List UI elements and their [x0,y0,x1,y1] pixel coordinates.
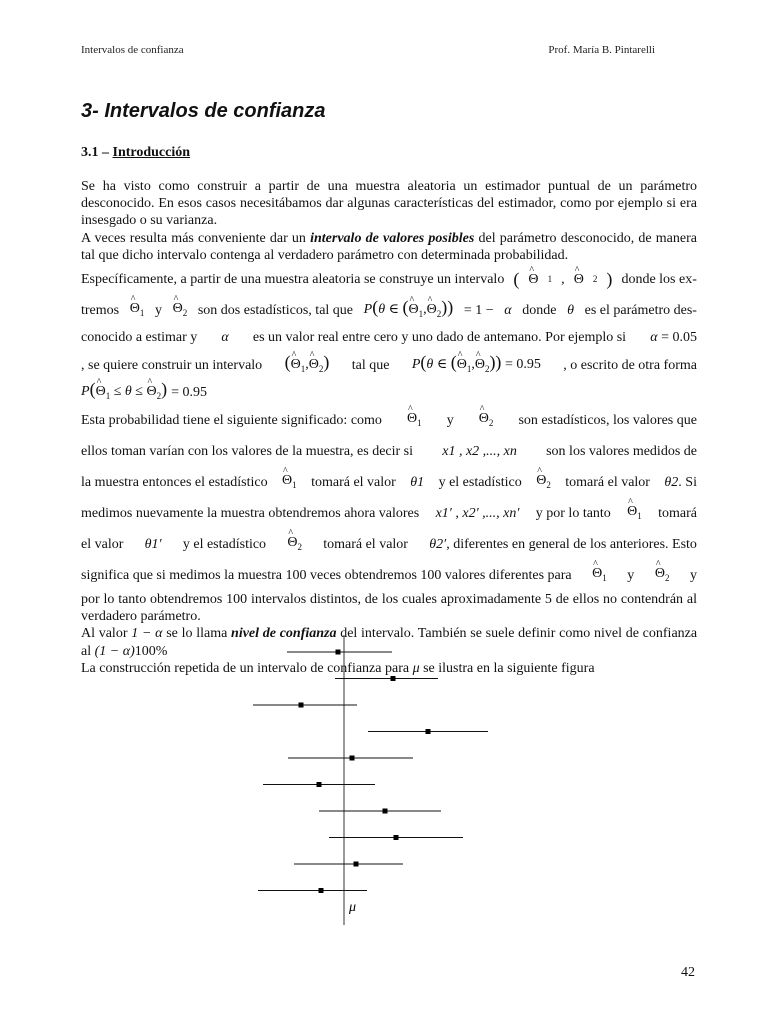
p3-line-4: , se quiere construir un intervalo (^ $\Theta_1,\^{}$ $\Theta_2$) tal que P(θ ∈ (^ $\Theta_1,\^{}$ $\Theta_2)) = 0.95$ , o escrito de otra forma [81,350,697,381]
section-name: Introducción [112,145,191,160]
paragraph-2: A veces resulta más conveniente dar un intervalo de valores posibles del parámetro desconocido, de manera tal que dicho intervalo contenga al verdadero parámetro con determinada probabilidad. [81,230,697,263]
paragraph-1: Se ha visto como construir a partir de una muestra aleatoria un estimador puntual de un parámetro desconocido. En esos casos necesitábamos dar algunas características del estimador, como por ejemplo si era insesgado o su varianza. [81,179,697,229]
paragraph-5: Al valor 1 − α se lo llama nivel de confianza del intervalo. También se suele definir como nivel de confianza al (1 − α)100% [81,626,698,659]
interval-center-marker [317,782,322,787]
interval-center-marker [354,862,359,867]
section-number: 3.1 – [81,145,109,160]
page-number: 42 [681,965,695,980]
interval-center-marker [319,888,324,893]
body-text [81,178,697,677]
header-left: Intervalos de confianza [81,44,184,56]
p4-line-5: el valor θ1′ y el estadístico ^ $\Theta_2$ tomará el valor θ2′, diferentes en general de los anteriores. Esto [81,529,697,560]
p4-line-3: la muestra entonces el estadístico ^ $\Theta_1$ tomará el valor θ1 y el estadístico ^ $\Theta_2$ tomará el valor θ2. Si [81,467,697,498]
section-heading [81,145,190,161]
interval-center-marker [426,729,431,734]
interval-center-marker [394,835,399,840]
interval-center-marker [336,650,341,655]
p4-rest: por lo tanto obtendremos 100 intervalos distintos, de los cuales aproximadamente 5 de ellos no contendrán al verdadero parámetro. [81,592,697,625]
interval-center-marker [299,703,304,708]
p4-line-6: significa que si medimos la muestra 100 veces obtendremos 100 valores diferentes para ^ $\Theta_1$ y ^ $\Theta_2$ y [81,560,697,591]
p3-line-3: conocido a estimar y α es un valor real entre cero y uno dado de antemano. Por ejemplo si α = 0.05 [81,330,697,346]
p4-line-1: Esta probabilidad tiene el siguiente significado: como ^ $\Theta_1$ y ^ $\Theta_2$ son estadísticos, los valores que [81,405,697,436]
page-title: 3- Intervalos de confianza [81,100,326,122]
p4-line-2: ellos toman varían con los valores de la muestra, es decir si x1 , x2 ,..., xn son los valores medidos de [81,443,697,459]
p3-line-2: tremos ^ $\Theta_1$ y ^ $\Theta_2$ son dos estadísticos, tal que P(θ ∈ (^ $\Theta_1,\^{}$ $\Theta_2$)) = 1 − α donde θ es el parámetro des- [81,295,697,326]
header-right: Prof. María B. Pintarelli [548,44,655,56]
confidence-interval-figure [240,635,500,930]
mu-label: μ [349,900,357,915]
p3-line-1: Específicamente, a partir de una muestra aleatoria se construye un intervalo ( ^ Θ 1 , ^ Θ 2 ) donde los ex- [81,264,697,295]
interval-center-marker [391,676,396,681]
interval-center-marker [383,809,388,814]
paragraph-6: La construcción repetida de un intervalo de confianza para μ se ilustra en la siguiente figura [81,660,595,676]
p4-line-4: medimos nuevamente la muestra obtendremos ahora valores x1′ , x2′ ,..., xn′ y por lo tanto ^ $\Theta_1$ tomará [81,498,697,529]
p3-line-5: P(^ $\Theta_1 \le \theta$ ≤ ^ $\Theta_2$) = 0.95 [81,381,697,405]
interval-center-marker [350,756,355,761]
